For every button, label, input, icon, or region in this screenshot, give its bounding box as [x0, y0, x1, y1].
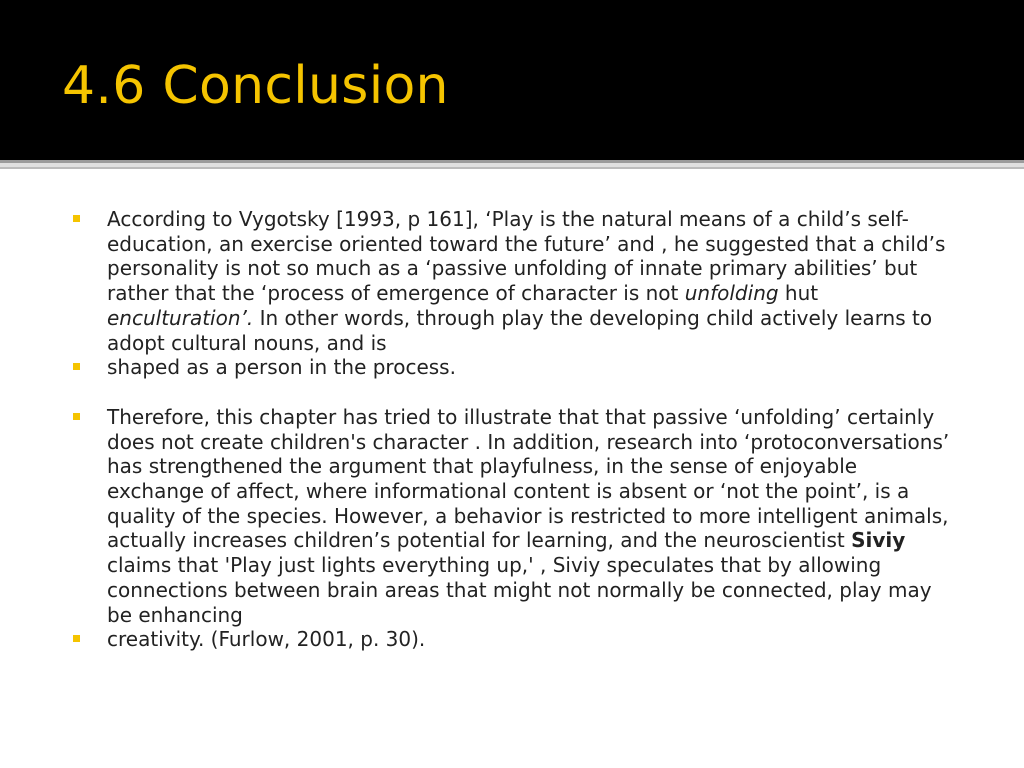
bullet-italic-enculturation: enculturation’.: [107, 305, 254, 330]
bullet-item-shaped: [72, 355, 957, 380]
bullet-bold-siviy: Siviy: [851, 528, 906, 553]
bullet-item-therefore: [72, 405, 957, 627]
bullet-text: creativity. (Furlow, 2001, p. 30).: [107, 627, 426, 652]
bullet-text: shaped as a person in the process.: [107, 355, 456, 380]
slide-title: 4.6 Conclusion: [62, 56, 449, 116]
bullet-italic-unfolding: unfolding: [684, 281, 779, 306]
bullet-text: hut: [778, 281, 819, 306]
bullet-text: According to Vygotsky [1993, p 161], ‘Play is the natural means of a child’s self-education, an exercise oriented toward the future’ and , he suggested that a child’s personality is not so much as a ‘passive unfolding of innate primary abilities’ but rather that the ‘process of emergence of character is not: [107, 207, 946, 306]
bullet-item-creativity: [72, 627, 957, 652]
bullet-text: claims that 'Play just lights everything up,' , Siviy speculates that by allowing connections between brain areas that might not normally be connected, play may be enhancing: [107, 553, 932, 627]
bullet-list: [72, 207, 957, 652]
bullet-item-vygotsky: [72, 207, 957, 355]
bullet-text: Therefore, this chapter has tried to illustrate that that passive ‘unfolding’ certainly does not create children's character . In addition, research into ‘protoconversations’ has strengthened the argument that playfulness, in the sense of enjoyable exchange of affect, where informational content is absent or ‘not the point’, is a quality of the species. However, a behavior is restricted to more intelligent animals, actually increases children’s potential for learning, and the neuroscientist: [107, 404, 950, 553]
title-divider-shadow: [0, 167, 1024, 169]
title-bar: [0, 0, 1024, 160]
bullet-text: In other words, through play the developing child actively learns to adopt cultural nouns, and is: [107, 305, 933, 355]
